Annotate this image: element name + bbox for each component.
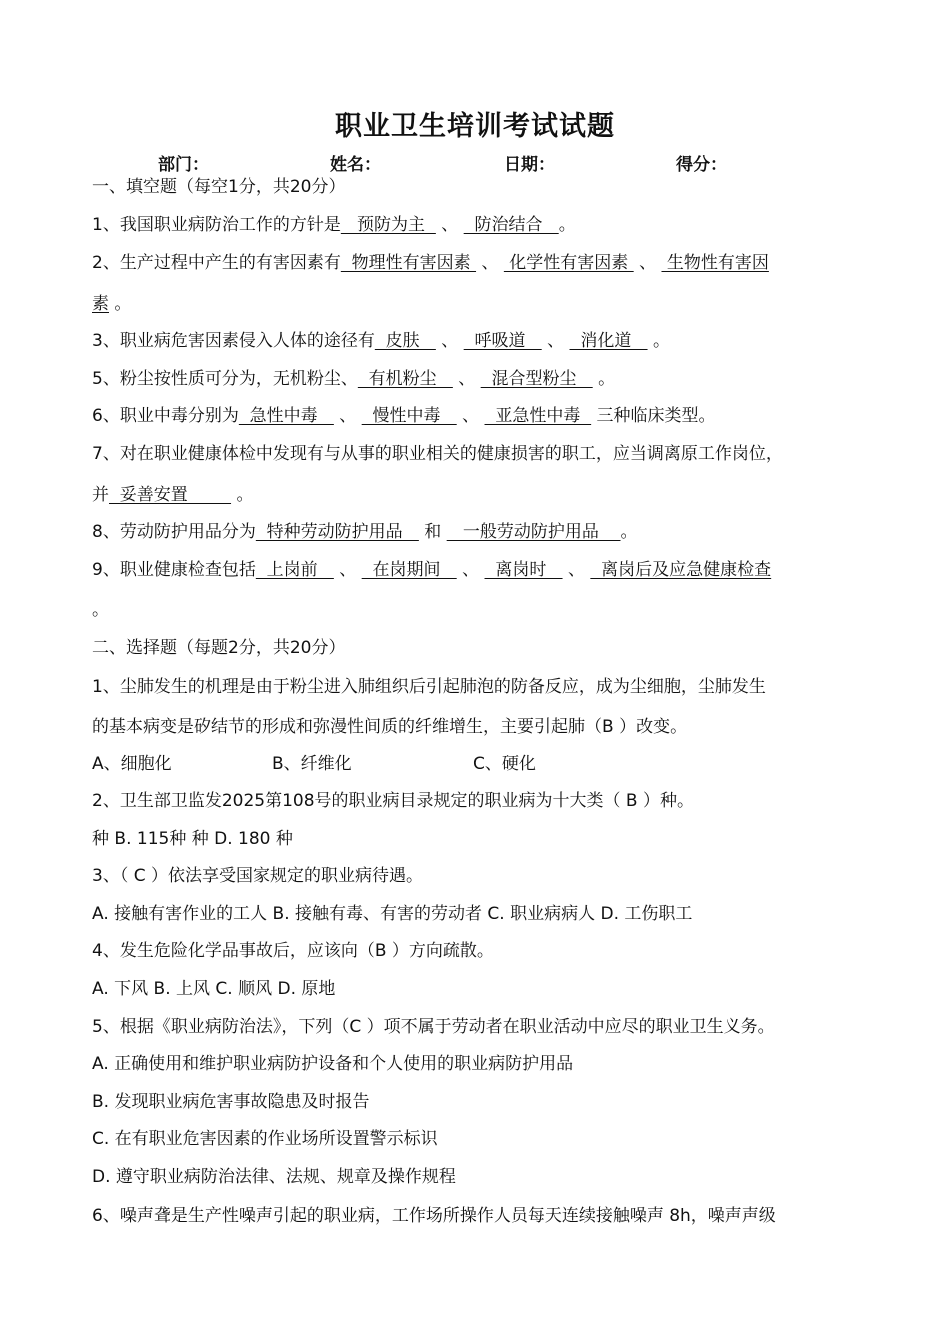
question-1-9: 9、职业健康检查包括 上岗前 、 在岗期间 、 离岗时 、 离岗后及应急健康检查 xyxy=(92,560,772,580)
exam-header xyxy=(0,150,950,174)
question-2-3-options: A. 接触有害作业的工人 B. 接触有毒、有害的劳动者 C. 职业病病人 D. 工伤职工 xyxy=(92,904,693,924)
question-2-5-option-a: A. 正确使用和维护职业病防护设备和个人使用的职业病防护用品 xyxy=(92,1054,574,1074)
question-2-1-cont: 的基本病变是矽结节的形成和弥漫性间质的纤维增生，主要引起肺（B ）改变。 xyxy=(92,717,688,737)
question-1-2: 2、生产过程中产生的有害因素有 物理性有害因素 、 化学性有害因素 、 生物性有害因 xyxy=(92,253,769,273)
question-2-5: 5、根据《职业病防治法》，下列（C ）项不属于劳动者在职业活动中应尽的职业卫生义务。 xyxy=(92,1017,775,1037)
question-2-5-option-b: B. 发现职业病危害事故隐患及时报告 xyxy=(92,1092,370,1112)
name-label: 姓名： xyxy=(330,155,381,175)
page-title: 职业卫生培训考试试题 xyxy=(335,111,615,142)
question-2-2-options: 种 B. 115种 种 D. 180 种 xyxy=(92,829,293,849)
option-b: B、纤维化 xyxy=(272,754,352,774)
question-2-1-options xyxy=(92,752,536,776)
question-1-9-cont: 。 xyxy=(92,600,109,620)
question-1-6: 6、职业中毒分别为 急性中毒 、 慢性中毒 、 亚急性中毒 三种临床类型。 xyxy=(92,406,716,426)
question-1-5: 5、粉尘按性质可分为，无机粉尘、 有机粉尘 、 混合型粉尘 。 xyxy=(92,369,616,389)
question-2-1: 1、尘肺发生的机理是由于粉尘进入肺组织后引起肺泡的防备反应，成为尘细胞，尘肺发生 xyxy=(92,677,766,697)
question-2-6: 6、噪声聋是生产性噪声引起的职业病，工作场所操作人员每天连续接触噪声 8h，噪声声级 xyxy=(92,1206,776,1226)
date-label: 日期： xyxy=(504,155,555,175)
question-2-4: 4、发生危险化学品事故后，应该向（B ）方向疏散。 xyxy=(92,941,494,961)
question-2-5-option-d: D. 遵守职业病防治法律、法规、规章及操作规程 xyxy=(92,1167,456,1187)
question-2-3: 3、（ C ）依法享受国家规定的职业病待遇。 xyxy=(92,866,423,886)
question-1-7: 7、对在职业健康体检中发现有与从事的职业相关的健康损害的职工，应当调离原工作岗位， xyxy=(92,444,783,464)
option-c: C、硬化 xyxy=(473,754,536,774)
question-2-2: 2、卫生部卫监发2025第108号的职业病目录规定的职业病为十大类（ B ）种。 xyxy=(92,791,694,811)
question-2-5-option-c: C. 在有职业危害因素的作业场所设置警示标识 xyxy=(92,1129,438,1149)
question-1-2-cont: 素 。 xyxy=(92,294,132,314)
score-label: 得分： xyxy=(676,155,727,175)
question-1-3: 3、职业病危害因素侵入人体的途径有 皮肤 、 呼吸道 、 消化道 。 xyxy=(92,331,670,351)
question-1-7-cont: 并 妥善安置 。 xyxy=(92,485,254,505)
option-a: A、细胞化 xyxy=(92,754,172,774)
section2-heading: 二、选择题（每题2分，共20分） xyxy=(92,638,346,658)
question-1-8: 8、劳动防护用品分为 特种劳动防护用品 和 一般劳动防护用品 。 xyxy=(92,522,638,542)
question-2-4-options: A. 下风 B. 上风 C. 顺风 D. 原地 xyxy=(92,979,336,999)
section1-heading: 一、填空题（每空1分，共20分） xyxy=(92,177,346,197)
department-label: 部门： xyxy=(158,155,209,175)
question-1-1: 1、我国职业病防治工作的方针是 预防为主 、 防治结合 。 xyxy=(92,215,576,235)
